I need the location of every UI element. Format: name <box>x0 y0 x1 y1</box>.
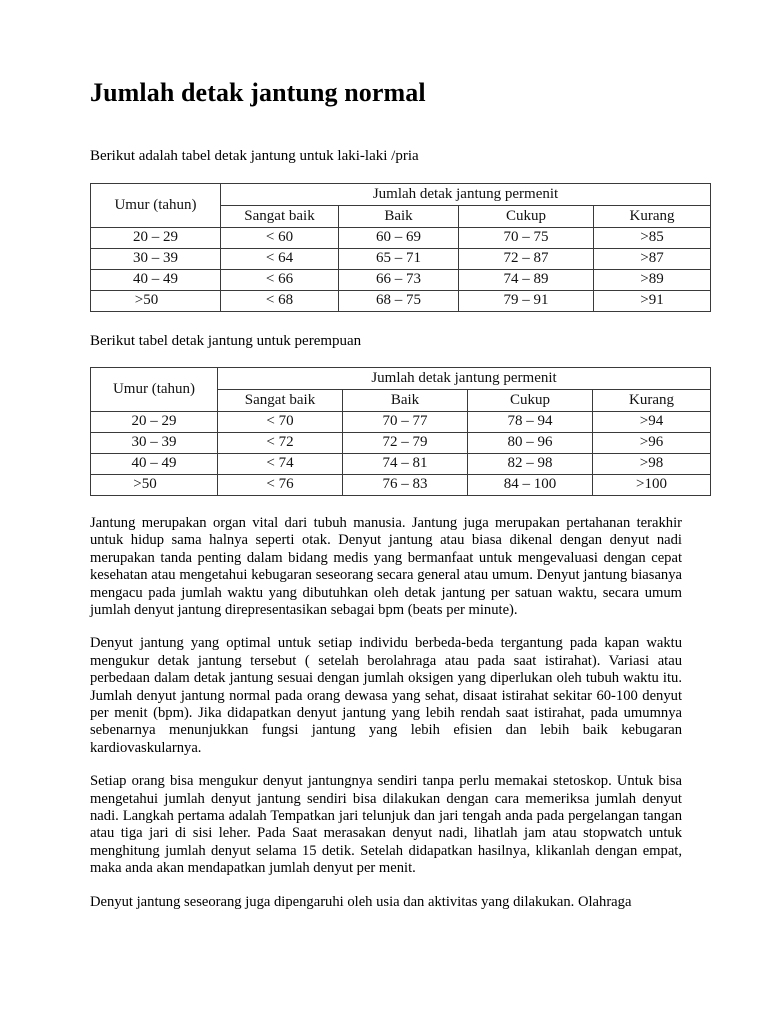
female-kurang-value: >96 <box>593 432 711 453</box>
female-kurang-value: >100 <box>593 474 711 495</box>
intro-text-male: Berikut adalah tabel detak jantung untuk laki-laki /pria <box>90 147 419 164</box>
male-kurang-value: >91 <box>594 290 711 311</box>
female-sangat-baik-value: < 70 <box>218 411 343 432</box>
male-sangat-baik-value: < 64 <box>221 248 339 269</box>
female-span-header: Jumlah detak jantung permenit <box>218 367 711 389</box>
male-baik-value: 66 – 73 <box>339 269 459 290</box>
male-span-header: Jumlah detak jantung permenit <box>221 183 711 205</box>
male-baik-value: 60 – 69 <box>339 227 459 248</box>
body-paragraph-1: Jantung merupakan organ vital dari tubuh manusia. Jantung juga merupakan pertahanan terakhir untuk hidup sama halnya seperti otak. Denyut jantung atau biasa dikenal dengan denyut nadi merupakan tanda penting dalam bidang medis yang bermanfaat untuk mengevaluasi dengan cepat kesehatan atau mengetahui kebugaran seseorang secara general atau umum. Denyut jantung biasanya mengacu pada jumlah waktu yang dibutuhkan oleh detak jantung per satuan waktu, secara umum jumlah denyut jantung direpresentasikan sebagai bpm (beats per minute). <box>90 514 682 618</box>
female-col-header-cukup: Cukup <box>468 389 593 411</box>
female-heart-rate-table <box>90 367 711 496</box>
table-row <box>91 474 711 495</box>
male-age-header: Umur (tahun) <box>91 183 221 227</box>
table-row <box>91 227 711 248</box>
female-table-wrapper <box>90 350 682 496</box>
table-row <box>91 248 711 269</box>
male-kurang-value: >85 <box>594 227 711 248</box>
body-paragraph-2: Denyut jantung yang optimal untuk setiap individu berbeda-beda tergantung pada kapan waktu mengukur detak jantung tersebut ( setelah berolahraga atau pada saat istirahat). Variasi atau perbedaan dalam detak jantung sesuai dengan jumlah oksigen yang diperlukan oleh tubuh waktu itu. Jumlah denyut jantung normal pada orang dewasa yang sehat, disaat istirahat sekitar 60-100 denyut per menit (bpm). Jika didapatkan denyut jantung yang lebih rendah saat istirahat, pada umumnya sebenarnya menunjukkan fungsi jantung yang lebih efisien dan lebih baik kebugaran kardiovaskularnya. <box>90 635 682 756</box>
male-col-header-sangat-baik: Sangat baik <box>221 205 339 227</box>
female-col-header-kurang: Kurang <box>593 389 711 411</box>
male-col-header-baik: Baik <box>339 205 459 227</box>
document-content <box>90 0 682 911</box>
female-age-header: Umur (tahun) <box>91 367 218 411</box>
male-baik-value: 65 – 71 <box>339 248 459 269</box>
female-kurang-value: >98 <box>593 453 711 474</box>
table-row <box>91 432 711 453</box>
female-sangat-baik-value: < 72 <box>218 432 343 453</box>
table-row <box>91 411 711 432</box>
page-title: Jumlah detak jantung normal <box>90 78 426 107</box>
male-cukup-value: 74 – 89 <box>459 269 594 290</box>
male-sangat-baik-value: < 68 <box>221 290 339 311</box>
female-baik-value: 74 – 81 <box>343 453 468 474</box>
female-age-value: 30 – 39 <box>91 432 218 453</box>
body-paragraph-3: Setiap orang bisa mengukur denyut jantungnya sendiri tanpa perlu memakai stetoskop. Untuk bisa mengetahui jumlah denyut jantung sendiri bisa dilakukan dengan cara memeriksa jumlah denyut nadi. Langkah pertama adalah Tempatkan jari telunjuk dan jari tengah anda pada pergelangan tangan atau tiga jari di sisi leher. Pada Saat merasakan denyut nadi, lihatlah jam atau stopwatch untuk menghitung jumlah denyut selama 15 detik. Setelah didapatkan hasilnya, klikanlah dengan empat, maka anda akan mendapatkan jumlah denyut per menit. <box>90 773 682 877</box>
male-sangat-baik-value: < 60 <box>221 227 339 248</box>
female-baik-value: 76 – 83 <box>343 474 468 495</box>
body-paragraph-4: Denyut jantung seseorang juga dipengaruhi oleh usia dan aktivitas yang dilakukan. Olahraga <box>90 893 632 910</box>
table-header-row-1 <box>91 183 711 205</box>
male-col-header-kurang: Kurang <box>594 205 711 227</box>
table-row <box>91 290 711 311</box>
female-cukup-value: 78 – 94 <box>468 411 593 432</box>
female-kurang-value: >94 <box>593 411 711 432</box>
female-age-value: 40 – 49 <box>91 453 218 474</box>
female-sangat-baik-value: < 74 <box>218 453 343 474</box>
male-kurang-value: >89 <box>594 269 711 290</box>
table-header-row-1 <box>91 367 711 389</box>
male-age-value: >50 <box>91 290 221 311</box>
female-cukup-value: 84 – 100 <box>468 474 593 495</box>
female-cukup-value: 80 – 96 <box>468 432 593 453</box>
male-cukup-value: 70 – 75 <box>459 227 594 248</box>
male-baik-value: 68 – 75 <box>339 290 459 311</box>
table-row <box>91 269 711 290</box>
male-kurang-value: >87 <box>594 248 711 269</box>
male-cukup-value: 72 – 87 <box>459 248 594 269</box>
table-row <box>91 453 711 474</box>
intro-text-female: Berikut tabel detak jantung untuk perempuan <box>90 332 362 349</box>
male-heart-rate-table <box>90 183 711 312</box>
male-col-header-cukup: Cukup <box>459 205 594 227</box>
female-cukup-value: 82 – 98 <box>468 453 593 474</box>
female-age-value: >50 <box>91 474 218 495</box>
female-baik-value: 72 – 79 <box>343 432 468 453</box>
female-col-header-baik: Baik <box>343 389 468 411</box>
male-sangat-baik-value: < 66 <box>221 269 339 290</box>
female-col-header-sangat-baik: Sangat baik <box>218 389 343 411</box>
male-cukup-value: 79 – 91 <box>459 290 594 311</box>
male-age-value: 40 – 49 <box>91 269 221 290</box>
female-sangat-baik-value: < 76 <box>218 474 343 495</box>
male-age-value: 20 – 29 <box>91 227 221 248</box>
female-baik-value: 70 – 77 <box>343 411 468 432</box>
male-table-wrapper <box>90 165 682 312</box>
male-age-value: 30 – 39 <box>91 248 221 269</box>
female-age-value: 20 – 29 <box>91 411 218 432</box>
